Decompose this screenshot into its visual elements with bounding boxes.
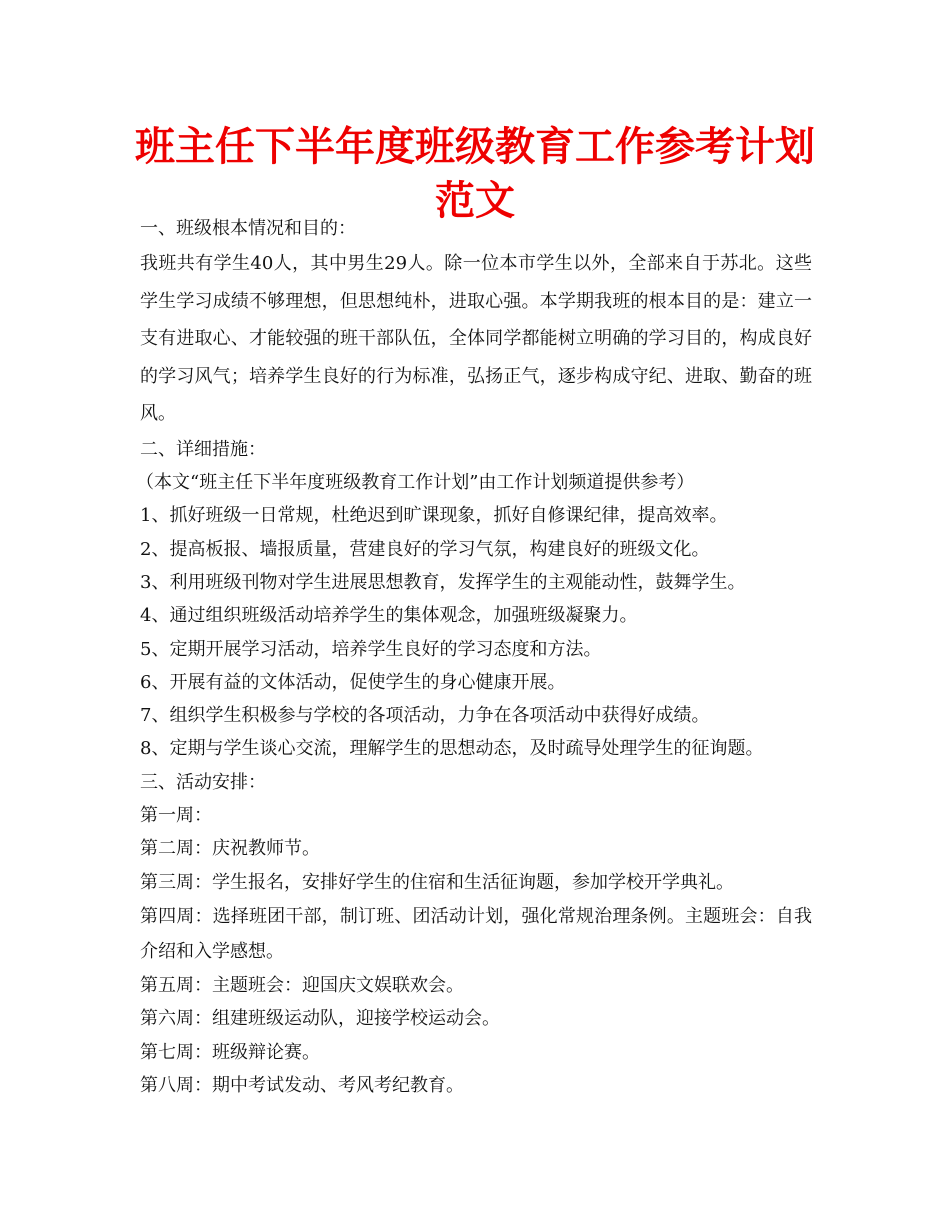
week-item: 第四周：选择班团干部，制订班、团活动计划，强化常规治理条例。主题班会：自我介绍和入学感想。 (140, 905, 812, 962)
section-heading-1: 一、班级根本情况和目的： (140, 218, 356, 239)
measure-item: 1、抓好班级一日常规，杜绝迟到旷课现象，抓好自修课纪律，提高效率。 (140, 505, 728, 527)
document-body (136, 212, 812, 1102)
measure-item: 4、通过组织班级活动培养学生的集体观念，加强班级凝聚力。 (140, 605, 638, 627)
measure-item: 5、定期开展学习活动，培养学生良好的学习态度和方法。 (140, 638, 602, 660)
measure-item: 6、开展有益的文体活动，促使学生的身心健康开展。 (140, 671, 566, 693)
section-heading-2: 二、详细措施： (140, 438, 266, 460)
measure-item: 2、提高板报、墙报质量，营建良好的学习气氛，构建良好的班级文化。 (140, 538, 710, 560)
week-item: 第五周：主题班会：迎国庆文娱联欢会。 (140, 974, 464, 996)
measure-item: 8、定期与学生谈心交流，理解学生的思想动态，及时疏导处理学生的征询题。 (140, 738, 764, 760)
measure-item: 7、组织学生积极参与学校的各项活动，力争在各项活动中获得好成绩。 (140, 705, 710, 727)
section-1-paragraph: 我班共有学生40人，其中男生29人。除一位本市学生以外，全部来自于苏北。这些学生学习成绩不够理想，但思想纯朴，进取心强。本学期我班的根本目的是：建立一支有进取心、才能较强的班干部队伍，全体同学都能树立明确的学习目的，构成良好的学习风气；培养学生良好的行为标准，弘扬正气，逐步构成守纪、进取、勤奋的班风。 (140, 253, 812, 425)
measure-item: 3、利用班级刊物对学生进展思想教育，发挥学生的主观能动性，鼓舞学生。 (140, 571, 746, 593)
week-item: 第一周： (140, 805, 212, 827)
week-item: 第三周：学生报名，安排好学生的住宿和生活征询题，参加学校开学典礼。 (140, 871, 734, 893)
section-heading-3: 三、活动安排： (140, 771, 266, 793)
document-title: 班主任下半年度班级教育工作参考计划范文 (135, 124, 815, 224)
week-item: 第二周：庆祝教师节。 (140, 838, 320, 860)
week-item: 第八周：期中考试发动、考风考纪教育。 (140, 1074, 464, 1096)
week-item: 第六周：组建班级运动队，迎接学校运动会。 (140, 1008, 500, 1030)
week-item: 第七周：班级辩论赛。 (140, 1041, 320, 1063)
source-note: （本文“班主任下半年度班级教育工作计划”由工作计划频道提供参考） (136, 472, 695, 494)
